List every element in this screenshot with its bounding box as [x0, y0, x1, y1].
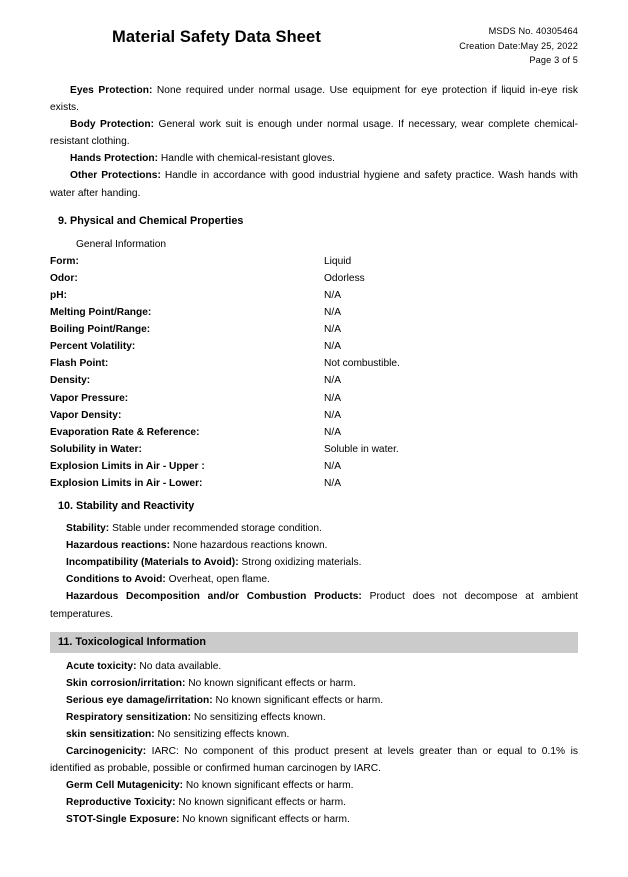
item-label: Hazardous reactions: — [66, 540, 171, 552]
property-name: Solubility in Water: — [50, 443, 142, 455]
item-text: Product does not decompose at ambient temperatures. — [50, 591, 578, 620]
page-number: Page 3 of 5 — [529, 55, 578, 65]
item-text: No known significant effects or harm. — [212, 694, 384, 706]
protection-label-body: Body Protection: — [70, 119, 155, 131]
section-heading-11: 11. Toxicological Information — [50, 632, 578, 653]
item-label: Serious eye damage/irritation: — [66, 694, 213, 706]
table-row — [50, 321, 578, 338]
item-text: No known significant effects or harm. — [175, 797, 346, 809]
property-name: Evaporation Rate & Reference: — [50, 426, 200, 438]
physical-properties-table — [50, 253, 578, 492]
item-text: No known significant effects or harm. — [185, 677, 356, 689]
item-text: Stable under recommended storage condition. — [109, 523, 322, 535]
list-item — [50, 794, 578, 811]
list-item — [50, 537, 578, 554]
property-value: Not combustible. — [324, 358, 400, 370]
item-text: Strong oxidizing materials. — [238, 557, 362, 569]
header-metadata — [459, 24, 578, 68]
property-name: Percent Volatility: — [50, 341, 136, 353]
list-item — [50, 777, 578, 794]
table-row — [50, 424, 578, 441]
physical-properties-body — [50, 253, 578, 492]
property-value: N/A — [324, 392, 341, 404]
protection-paragraph-body — [50, 116, 578, 150]
list-item — [50, 726, 578, 743]
page-title: Material Safety Data Sheet — [112, 28, 321, 46]
section-10-items — [50, 520, 578, 623]
protection-paragraph-eyes — [50, 82, 578, 116]
general-information-label: General Information — [76, 238, 167, 250]
spacer-before-section-9 — [50, 202, 578, 213]
msds-number: MSDS No. 40305464 — [488, 26, 578, 36]
property-value: N/A — [324, 289, 341, 301]
property-name: Vapor Density: — [50, 409, 122, 421]
list-item — [50, 675, 578, 692]
protection-text-body: General work suit is enough under normal usage. If necessary, wear complete chemical-resistant clothing. — [50, 119, 578, 148]
protection-text-hands: Handle with chemical-resistant gloves. — [158, 153, 335, 165]
property-name: Form: — [50, 255, 79, 267]
item-text: Overheat, open flame. — [165, 574, 270, 586]
item-label: Reproductive Toxicity: — [66, 797, 176, 809]
table-row — [50, 270, 578, 287]
table-row — [50, 355, 578, 372]
property-name: Flash Point: — [50, 358, 109, 370]
section-11-items — [50, 658, 578, 829]
item-label: Skin corrosion/irritation: — [66, 677, 186, 689]
list-item — [50, 743, 578, 777]
document-body — [50, 82, 578, 829]
property-name: Boiling Point/Range: — [50, 324, 151, 336]
table-row — [50, 390, 578, 407]
table-row — [50, 475, 578, 492]
item-text: None hazardous reactions known. — [170, 540, 328, 552]
item-text: No sensitizing effects known. — [154, 729, 290, 740]
table-row — [50, 441, 578, 458]
property-name: Vapor Pressure: — [50, 392, 129, 404]
item-text: No sensitizing effects known. — [191, 711, 326, 723]
item-label: Acute toxicity: — [66, 660, 137, 672]
table-row — [50, 372, 578, 389]
protection-label-eyes: Eyes Protection: — [70, 85, 153, 96]
table-row — [50, 338, 578, 355]
section-heading-9: 9. Physical and Chemical Properties — [58, 214, 244, 227]
property-value: N/A — [324, 324, 341, 336]
list-item — [50, 520, 578, 537]
table-row — [50, 407, 578, 424]
property-name: Explosion Limits in Air - Upper : — [50, 460, 205, 472]
property-name: Explosion Limits in Air - Lower: — [50, 477, 203, 489]
item-label: skin sensitization: — [66, 729, 155, 740]
property-value: Liquid — [324, 255, 352, 267]
property-name: Odor: — [50, 272, 78, 284]
list-item — [50, 658, 578, 675]
protection-paragraph-other — [50, 167, 578, 201]
table-row — [50, 253, 578, 270]
item-label: Incompatibility (Materials to Avoid): — [66, 557, 239, 569]
list-item — [50, 571, 578, 588]
item-text: No known significant effects or harm. — [179, 814, 350, 826]
page-header — [0, 24, 628, 74]
list-item — [50, 554, 578, 571]
protection-text-eyes: None required under normal usage. Use equipment for eye protection if liquid in-eye risk exists. — [50, 85, 578, 114]
property-value: Odorless — [324, 272, 365, 284]
property-name: Melting Point/Range: — [50, 307, 152, 319]
table-row — [50, 287, 578, 304]
protection-paragraph-hands — [50, 150, 578, 167]
table-row — [50, 458, 578, 475]
protection-label-hands: Hands Protection: — [70, 153, 159, 165]
item-label: Germ Cell Mutagenicity: — [66, 780, 184, 792]
item-text: No data available. — [136, 660, 222, 672]
item-text: IARC: No component of this product present at levels greater than or equal to 0.1% is identified as probable, possible or confirmed human carcinogen by IARC. — [50, 746, 578, 775]
item-label: Respiratory sensitization: — [66, 711, 192, 723]
item-text: No known significant effects or harm. — [183, 780, 354, 792]
list-item — [50, 588, 578, 622]
item-label: STOT-Single Exposure: — [66, 814, 180, 826]
item-label: Conditions to Avoid: — [66, 574, 166, 586]
item-label: Stability: — [66, 523, 110, 535]
property-value: N/A — [324, 375, 341, 387]
list-item — [50, 811, 578, 828]
property-value: N/A — [324, 307, 341, 319]
property-name: pH: — [50, 289, 67, 301]
property-value: N/A — [324, 341, 341, 353]
protection-label-other: Other Protections: — [70, 170, 161, 182]
item-label: Carcinogenicity: — [66, 746, 147, 758]
property-value: N/A — [324, 426, 341, 438]
list-item — [50, 692, 578, 709]
property-value: N/A — [324, 477, 341, 489]
spacer-before-section-11 — [50, 623, 578, 632]
list-item — [50, 709, 578, 726]
property-value: N/A — [324, 460, 341, 472]
creation-date: Creation Date:May 25, 2022 — [459, 40, 578, 51]
table-row — [50, 304, 578, 321]
section-heading-10: 10. Stability and Reactivity — [58, 500, 195, 513]
property-value: Soluble in water. — [324, 443, 399, 455]
protection-text-other: Handle in accordance with good industrial hygiene and safety practice. Wash hands with water after handing. — [50, 170, 578, 199]
property-value: N/A — [324, 409, 341, 421]
protection-group — [50, 82, 578, 202]
item-label: Hazardous Decomposition and/or Combustion Products: — [66, 591, 362, 603]
property-name: Density: — [50, 375, 91, 387]
